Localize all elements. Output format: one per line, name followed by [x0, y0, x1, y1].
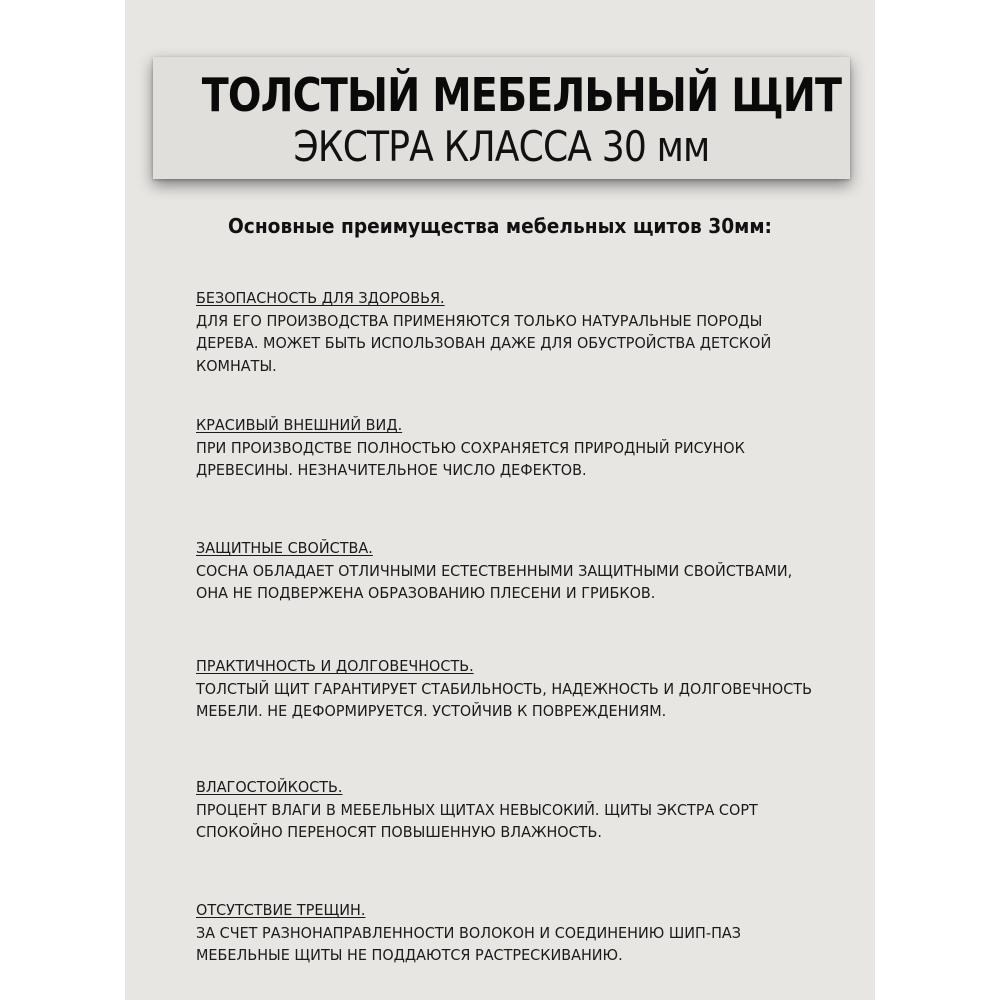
section-body: СОСНА ОБЛАДАЕТ ОТЛИЧНЫМИ ЕСТЕСТВЕННЫМИ ЗАЩИТНЫМИ СВОЙСТВАМИ, ОНА НЕ ПОДВЕРЖЕНА ОБРАЗОВАНИЮ ПЛЕСЕНИ И ГРИБКОВ. — [196, 561, 793, 602]
section-body: ЗА СЧЕТ РАЗНОНАПРАВЛЕННОСТИ ВОЛОКОН И СОЕДИНЕНИЮ ШИП-ПАЗ МЕБЕЛЬНЫЕ ЩИТЫ НЕ ПОДДАЮТСЯ РАСТРЕСКИВАНИЮ. — [196, 923, 741, 964]
section-title: ВЛАГОСТОЙКОСТЬ. — [196, 778, 343, 796]
section-protective-properties — [196, 537, 868, 605]
section-durability — [196, 655, 868, 723]
section-health-safety — [196, 287, 868, 377]
section-body: ПРИ ПРОИЗВОДСТВЕ ПОЛНОСТЬЮ СОХРАНЯЕТСЯ ПРИРОДНЫЙ РИСУНОК ДРЕВЕСИНЫ. НЕЗНАЧИТЕЛЬНОЕ ЧИСЛО ДЕФЕКТОВ. — [196, 438, 745, 479]
section-body: ПРОЦЕНТ ВЛАГИ В МЕБЕЛЬНЫХ ЩИТАХ НЕВЫСОКИЙ. ЩИТЫ ЭКСТРА СОРТ СПОКОЙНО ПЕРЕНОСЯТ ПОВЫШЕННУЮ ВЛАЖНОСТЬ. — [196, 800, 758, 841]
section-moisture-resistance — [196, 776, 868, 844]
advantages-heading: Основные преимущества мебельных щитов 30мм: — [227, 214, 772, 238]
section-title: БЕЗОПАСНОСТЬ ДЛЯ ЗДОРОВЬЯ. — [196, 289, 445, 307]
page-title: ТОЛСТЫЙ МЕБЕЛЬНЫЙ ЩИТ — [201, 68, 842, 122]
title-banner — [153, 57, 850, 179]
section-title: ПРАКТИЧНОСТЬ И ДОЛГОВЕЧНОСТЬ. — [196, 657, 474, 675]
section-body: ТОЛСТЫЙ ЩИТ ГАРАНТИРУЕТ СТАБИЛЬНОСТЬ, НАДЕЖНОСТЬ И ДОЛГОВЕЧНОСТЬ МЕБЕЛИ. НЕ ДЕФОРМИРУЕТСЯ. УСТОЙЧИВ К ПОВРЕЖДЕНИЯМ. — [196, 679, 812, 720]
section-title: ЗАЩИТНЫЕ СВОЙСТВА. — [196, 539, 373, 557]
section-body: ДЛЯ ЕГО ПРОИЗВОДСТВА ПРИМЕНЯЮТСЯ ТОЛЬКО НАТУРАЛЬНЫЕ ПОРОДЫ ДЕРЕВА. МОЖЕТ БЫТЬ ИСПОЛЬЗОВАН ДАЖЕ ДЛЯ ОБУСТРОЙСТВА ДЕТСКОЙ КОМНАТЫ. — [196, 311, 772, 375]
section-title: КРАСИВЫЙ ВНЕШНИЙ ВИД. — [196, 416, 403, 434]
page-title-secondary: ЭКСТРА КЛАССА 30 мм — [293, 122, 710, 171]
section-appearance — [196, 414, 868, 482]
section-no-cracks — [196, 899, 868, 967]
section-title: ОТСУТСТВИЕ ТРЕЩИН. — [196, 901, 366, 919]
